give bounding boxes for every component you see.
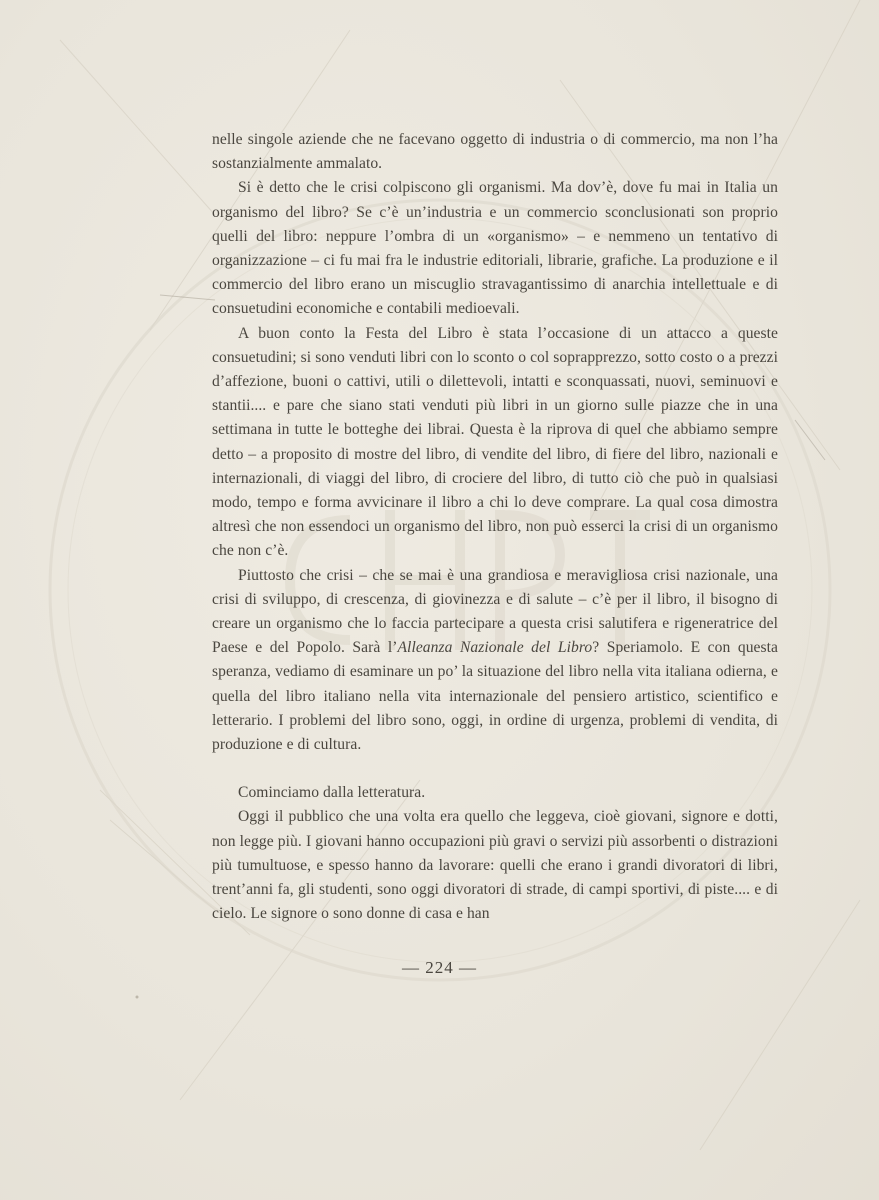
paragraph-text: ? Speriamolo. E con questa speranza, vediamo di esaminare un po’ la situazione del libro nella vita italiana odierna, e quella del libro italiano nella vita internazionale del pensiero artistico, scientifico e letterario. I problemi del libro sono, oggi, in ordine di urgenza, problemi di vendita, di produzione e di cultura.	[212, 639, 778, 754]
paragraph	[212, 564, 778, 758]
paragraph: Si è detto che le crisi colpiscono gli organismi. Ma dov’è, dove fu mai in Italia un organismo del libro? Se c’è un’industria e un commercio sconclusionati son proprio quelli del libro: neppure l’ombra di un «organismo» – e nemmeno un tentativo di organizzazione – ci fu mai fra le industrie editoriali, librarie, grafiche. La produzione e il commercio del libro erano un miscuglio stravagantissimo di anarchia intellettuale e di consuetudini economiche e contabili medioevali.	[212, 179, 778, 318]
paragraph: nelle singole aziende che ne facevano oggetto di industria o di commercio, ma non l’ha sostanzialmente ammalato.	[212, 131, 778, 173]
paragraph: Oggi il pubblico che una volta era quello che leggeva, cioè giovani, signore e dotti, non legge più. I giovani hanno occupazioni più gravi o servizi più assorbenti o distrazioni più tumultuose, e spesso hanno da lavorare: quelli che erano i grandi divoratori di libri, trent’anni fa, gli studenti, sono oggi divoratori di strade, di campi sportivi, di piste.... e di cielo. Le signore o sono donne di casa e han	[212, 808, 778, 923]
body-text	[212, 128, 778, 927]
italic-title: Alleanza Nazionale del Libro	[397, 639, 593, 657]
paragraph: A buon conto la Festa del Libro è stata l’occasione di un attacco a queste consuetudini; si sono venduti libri con lo sconto o col soprapprezzo, sotto costo o a prezzi d’affezione, buoni o cattivi, utili o dilettevoli, intatti e sconquassati, nuovi, seminuovi e stantii.... e pare che siano stati venduti più libri in un giorno sulle piazze che in una settimana in tutte le botteghe dei librai. Questa è la riprova di quel che abbiamo sempre detto – a proposito di mostre del libro, di vendite del libro, di fiere del libro, nazionali e internazionali, di viaggi del libro, di crociere del libro, di tutto ciò che può in qualsiasi modo, tempo e forma avvicinare il libro a chi lo deve comprare. La qual cosa dimostra altresì che non essendoci un organismo del libro, non può esserci la crisi di un organismo che non c’è.	[212, 324, 778, 560]
page-number: — 224 —	[402, 958, 477, 977]
paragraph-text: Piuttosto che crisi – che se mai è una grandiosa e meravigliosa crisi nazionale, una crisi di sviluppo, di crescenza, di giovinezza e di salute – c’è per il libro, il bisogno di creare un organismo che lo faccia partecipare a questa crisi salutifera e rigeneratrice del Paese e del Popolo. Sarà l’	[212, 566, 778, 657]
paragraph: Cominciamo dalla letteratura.	[238, 784, 426, 802]
